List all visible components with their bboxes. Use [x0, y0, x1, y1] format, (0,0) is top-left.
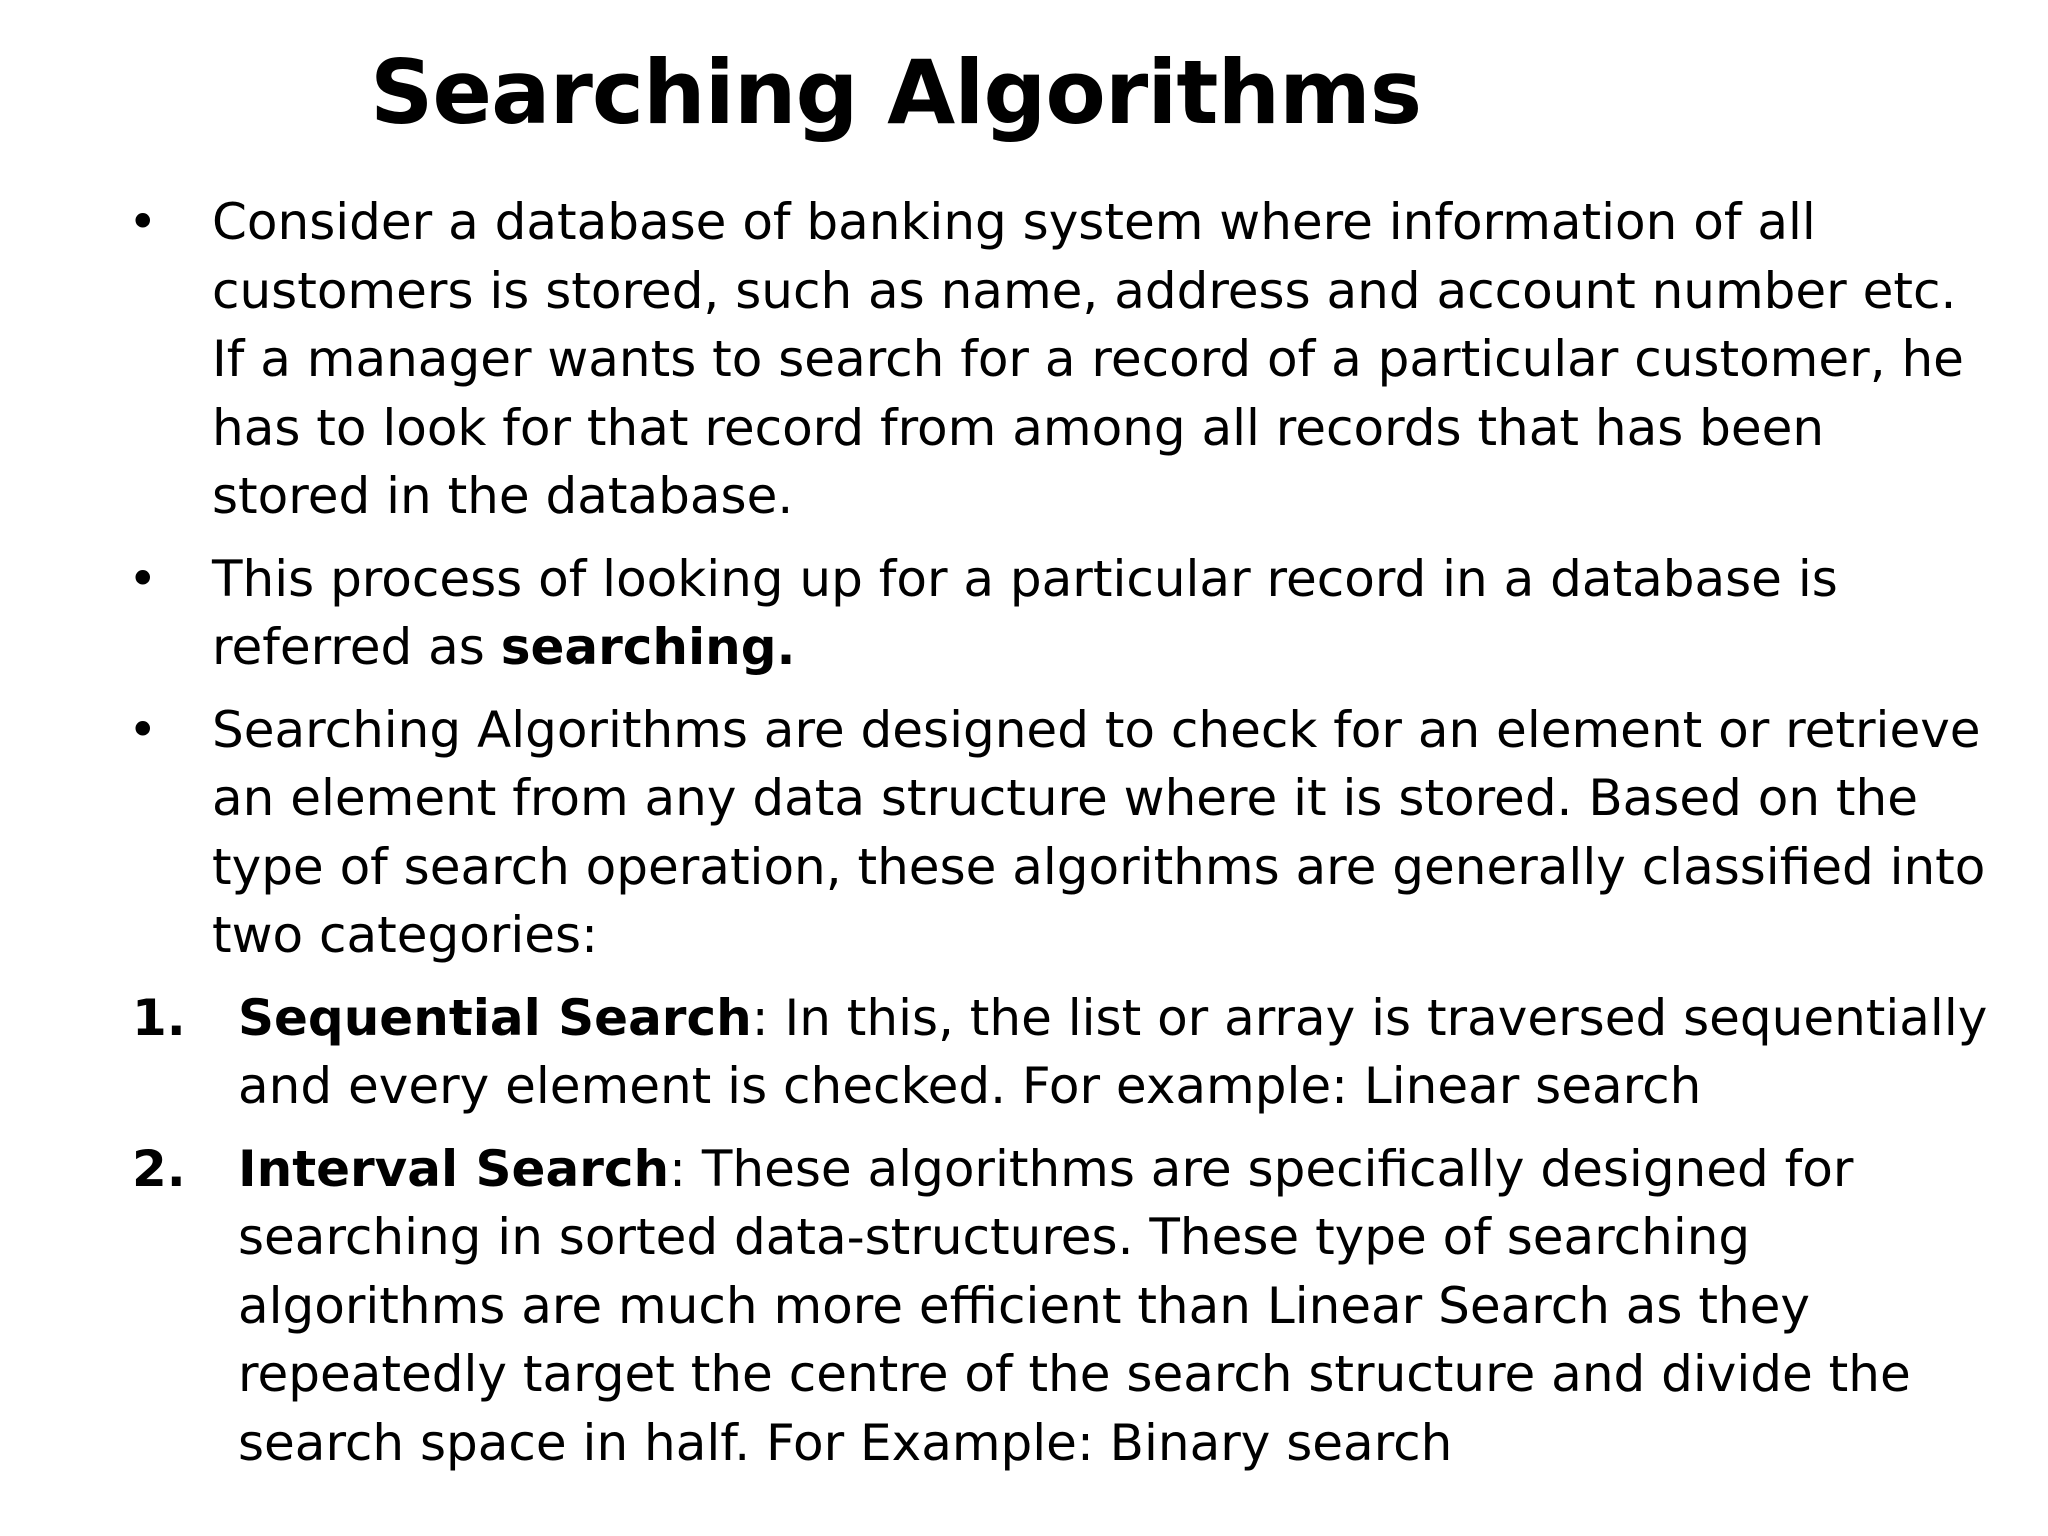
bullet-bold-term: searching.	[500, 618, 796, 676]
bullet-text: Searching Algorithms are designed to check for an element or retrieve an element from any data structure where it is stored. Based on the type of search operation, these algorithms are generally classified into two categories:	[212, 700, 1986, 964]
numbered-item-interval-search	[126, 1135, 1996, 1478]
numbered-item-text: : These algorithms are specifically designed for searching in sorted data-structures. These type of searching algorithms are much more efficient than Linear Search as they repeatedly target the centre of the search structure and divide the search space in half. For Example: Binary search	[238, 1139, 1911, 1472]
numbered-list	[126, 984, 1996, 1478]
list-number: 2.	[132, 1139, 186, 1198]
slide-body	[126, 188, 1996, 1491]
bullet-dot-icon: •	[128, 549, 158, 608]
numbered-item-sequential-search	[126, 984, 1996, 1121]
bullet-item-algorithm-categories	[126, 696, 1996, 970]
bullet-list	[126, 188, 1996, 970]
bullet-dot-icon: •	[128, 700, 158, 759]
bullet-item-searching-definition	[126, 545, 1996, 682]
bullet-dot-icon: •	[128, 193, 158, 251]
bullet-item-banking-database	[126, 188, 1996, 531]
bullet-text: This process of looking up for a particular record in a database is referred as	[212, 549, 1838, 676]
numbered-item-term: Sequential Search	[238, 988, 752, 1047]
list-number: 1.	[132, 988, 186, 1047]
slide-title: Searching Algorithms	[370, 41, 1422, 144]
bullet-text: Consider a database of banking system where information of all customers is stored, such as name, address and account number etc. If a manager wants to search for a record of a particular customer, he has to look for that record from among all records that has been stored in the database.	[212, 193, 1964, 525]
numbered-item-term: Interval Search	[238, 1139, 670, 1198]
numbered-item-text: : In this, the list or array is traversed sequentially and every element is checked. For example: Linear search	[238, 988, 1988, 1115]
